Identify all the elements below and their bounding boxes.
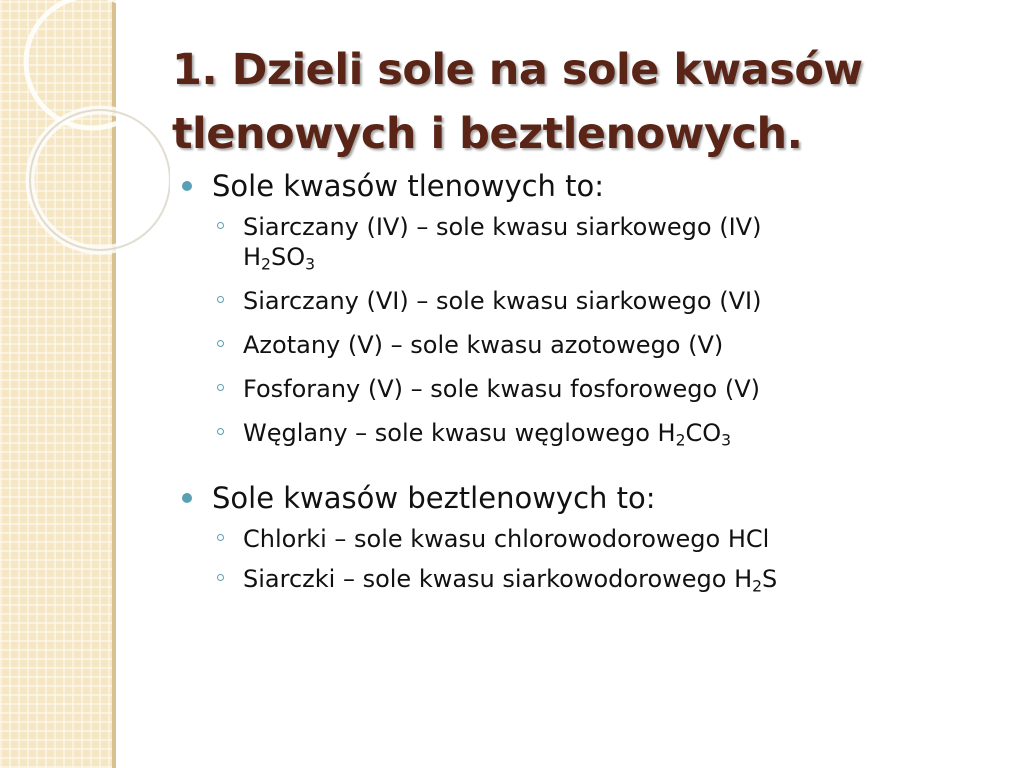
- bullet-ring-icon: [217, 222, 224, 229]
- sub-item-sulfides: Siarczki – sole kwasu siarkowodorowego $H_2S$: [180, 564, 1000, 594]
- bullet-dot-icon: [182, 493, 192, 503]
- bullet-ring-icon: [217, 428, 224, 435]
- bullet-ring-icon: [217, 296, 224, 303]
- sub-item-text: Chlorki – sole kwasu chlorowodorowego HCl: [243, 525, 770, 553]
- title-line-2: tlenowych i beztlenowych: [172, 109, 787, 159]
- sub-item-nitrates: [180, 330, 1000, 360]
- bullet-text: Sole kwasów beztlenowych to:: [212, 481, 656, 515]
- bullet-nonoxyacid-salts: [180, 478, 1000, 518]
- sub-item-sulfates-iv: [180, 212, 1000, 272]
- bullet-ring-icon: [217, 384, 224, 391]
- sub-item-sulfates-vi: [180, 286, 1000, 316]
- title-line-1: 1. Dzieli sole na sole kwasów: [172, 45, 863, 95]
- bullet-ring-icon: [217, 574, 224, 581]
- sub-item-text: Azotany (V) – sole kwasu azotowego (V): [243, 331, 724, 359]
- slide-content: [180, 166, 1000, 594]
- sub-item-text: Fosforany (V) – sole kwasu fosforowego (V): [243, 375, 760, 403]
- formula-h2so3: $H_2SO_3$: [243, 243, 316, 274]
- sub-item-phosphates: [180, 374, 1000, 404]
- bullet-ring-icon: [217, 340, 224, 347]
- sub-item-chlorides: [180, 524, 1000, 554]
- decorative-rings: [0, 0, 170, 260]
- sub-item-text: Siarczki – sole kwasu siarkowodorowego H: [243, 565, 753, 593]
- bullet-text: Sole kwasów tlenowych to:: [212, 169, 605, 203]
- sub-item-text: Siarczany (VI) – sole kwasu siarkowego (VI): [243, 287, 762, 315]
- slide-title: [172, 38, 992, 166]
- bullet-dot-icon: [182, 181, 192, 191]
- sub-item-carbonates: Węglany – sole kwasu węglowego $H_2CO_3$: [180, 418, 1000, 448]
- sub-item-text: Węglany – sole kwasu węglowego H: [243, 419, 676, 447]
- bullet-oxyacid-salts: [180, 166, 1000, 206]
- bullet-ring-icon: [217, 534, 224, 541]
- title-period: .: [786, 109, 803, 159]
- sub-item-text: Siarczany (IV) – sole kwasu siarkowego (IV): [243, 213, 762, 241]
